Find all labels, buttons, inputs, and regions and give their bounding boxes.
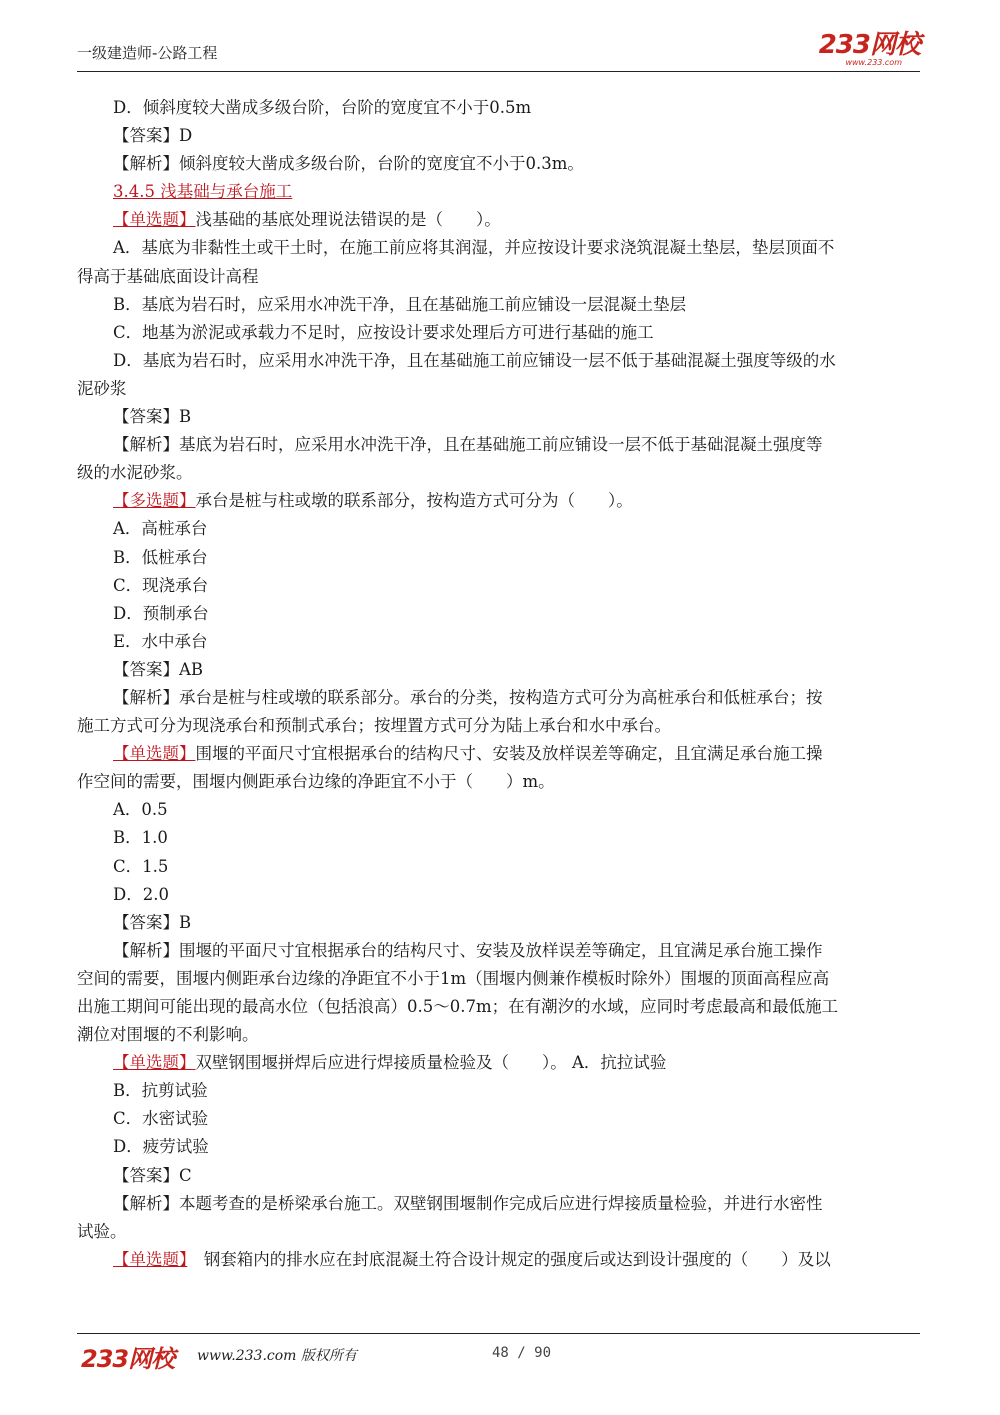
line-text: 级的水泥砂浆。	[77, 463, 193, 483]
line-text: 【解析】倾斜度较大凿成多级台阶，台阶的宽度宜不小于0.3m。	[113, 154, 584, 174]
line-text: C．1.5	[113, 856, 169, 876]
text-line	[77, 459, 927, 487]
line-text: 围堰的平面尺寸宜根据承台的结构尺寸、安装及放样误差等确定，且宜满足承台施工操	[195, 744, 823, 764]
text-line	[77, 909, 927, 937]
line-text: C．地基为淤泥或承载力不足时，应按设计要求处理后方可进行基础的施工	[113, 322, 654, 342]
text-line	[77, 403, 927, 431]
section-heading	[77, 178, 927, 206]
line-text: 【答案】D	[113, 126, 193, 146]
question-line	[77, 740, 927, 768]
text-line	[77, 600, 927, 628]
text-line	[77, 347, 927, 375]
text-line	[77, 796, 927, 824]
line-text: 【解析】本题考查的是桥梁承台施工。双壁钢围堰制作完成后应进行焊接质量检验，并进行水密性	[113, 1193, 823, 1213]
question-line	[77, 206, 927, 234]
footer-divider	[77, 1333, 920, 1334]
line-text: 【解析】基底为岩石时，应采用水冲洗干净，且在基础施工前应铺设一层不低于基础混凝土强度等	[113, 435, 823, 455]
brand-logo	[819, 32, 920, 67]
line-text: D．疲劳试验	[113, 1137, 209, 1157]
text-line	[77, 993, 927, 1021]
line-text: B．基底为岩石时，应采用水冲洗干净，且在基础施工前应铺设一层混凝土垫层	[113, 294, 687, 314]
text-line	[77, 1133, 927, 1161]
text-line	[77, 628, 927, 656]
text-line	[77, 824, 927, 852]
page-header	[77, 30, 920, 72]
line-text: B．1.0	[113, 828, 168, 848]
text-line	[77, 375, 927, 403]
line-text: B．抗剪试验	[113, 1081, 208, 1101]
header-divider	[77, 71, 920, 72]
line-text: 得高于基础底面设计高程	[77, 266, 259, 286]
line-text: B．低桩承台	[113, 547, 208, 567]
header-title: 一级建造师-公路工程	[77, 44, 218, 62]
footer-copyright: www.233.com 版权所有	[197, 1348, 357, 1364]
line-text: A．高桩承台	[113, 519, 208, 539]
text-line	[77, 1105, 927, 1133]
text-line	[77, 656, 927, 684]
question-type-tag: 【单选题】	[113, 1053, 196, 1073]
footer-logo: 233网校	[81, 1345, 175, 1373]
line-text: 施工方式可分为现浇承台和预制式承台；按埋置方式可分为陆上承台和水中承台。	[77, 716, 671, 736]
question-type-tag: 【单选题】	[113, 744, 196, 764]
line-text: 试验。	[77, 1221, 127, 1241]
text-line	[77, 1190, 927, 1218]
line-text: A．0.5	[113, 800, 168, 820]
line-text: 泥砂浆	[77, 378, 127, 398]
text-line	[77, 853, 927, 881]
line-text: 【答案】B	[113, 912, 192, 932]
text-line	[77, 122, 927, 150]
text-line	[77, 937, 927, 965]
text-line	[77, 150, 927, 178]
line-text: E．水中承台	[113, 631, 208, 651]
line-text: D．基底为岩石时，应采用水冲洗干净，且在基础施工前应铺设一层不低于基础混凝土强度等级的水	[113, 350, 836, 370]
section-title: 3.4.5 浅基础与承台施工	[113, 182, 293, 202]
text-line	[77, 712, 927, 740]
text-line	[77, 94, 927, 122]
line-text: 钢套箱内的排水应在封底混凝土符合设计规定的强度后或达到设计强度的（ ）及以	[187, 1249, 831, 1269]
line-text: 【答案】C	[113, 1165, 192, 1185]
line-text: 【答案】AB	[113, 659, 204, 679]
question-line	[77, 487, 927, 515]
text-line	[77, 431, 927, 459]
line-text: D．2.0	[113, 884, 169, 904]
question-type-tag: 【单选题】	[113, 1249, 188, 1269]
text-line	[77, 291, 927, 319]
line-text: 【解析】承台是桩与柱或墩的联系部分。承台的分类，按构造方式可分为高桩承台和低桩承台；按	[113, 687, 823, 707]
text-line	[77, 1021, 927, 1049]
brand-logo-url: www.233.com	[845, 58, 902, 67]
line-text: 潮位对围堰的不利影响。	[77, 1025, 259, 1045]
line-text: 承台是桩与柱或墩的联系部分，按构造方式可分为（ ）。	[195, 491, 633, 511]
text-line	[77, 684, 927, 712]
line-text: 空间的需要，围堰内侧距承台边缘的净距宜不小于1m（围堰内侧兼作模板时除外）围堰的顶面高程应高	[77, 968, 830, 988]
text-line	[77, 319, 927, 347]
line-text: 【答案】B	[113, 407, 192, 427]
question-line	[77, 1246, 927, 1274]
document-body	[77, 94, 927, 1274]
text-line	[77, 572, 927, 600]
line-text: 出施工期间可能出现的最高水位（包括浪高）0.5～0.7m；在有潮汐的水域，应同时考虑最高和最低施工	[77, 997, 839, 1016]
text-line	[77, 544, 927, 572]
line-text: 双壁钢围堰拼焊后应进行焊接质量检验及（ ）。 A．抗拉试验	[195, 1053, 667, 1073]
text-line	[77, 263, 927, 291]
brand-logo-text: 233网校	[818, 30, 920, 60]
line-text: C．水密试验	[113, 1109, 209, 1129]
text-line	[77, 965, 927, 993]
text-line	[77, 515, 927, 543]
text-line	[77, 1077, 927, 1105]
line-text: 【解析】围堰的平面尺寸宜根据承台的结构尺寸、安装及放样误差等确定，且宜满足承台施工操作	[113, 940, 823, 960]
text-line	[77, 881, 927, 909]
text-line	[77, 1218, 927, 1246]
question-line	[77, 1049, 927, 1077]
line-text: D．预制承台	[113, 603, 209, 623]
text-line	[77, 768, 927, 796]
page-footer	[77, 1333, 920, 1373]
question-type-tag: 【多选题】	[113, 491, 196, 511]
text-line	[77, 234, 927, 262]
page-number: 48 / 90	[492, 1345, 552, 1361]
line-text: C．现浇承台	[113, 575, 209, 595]
question-type-tag: 【单选题】	[113, 210, 196, 230]
line-text: D．倾斜度较大凿成多级台阶，台阶的宽度宜不小于0.5m	[113, 98, 532, 117]
line-text: 作空间的需要，围堰内侧距承台边缘的净距宜不小于（ ）m。	[77, 772, 555, 792]
line-text: 浅基础的基底处理说法错误的是（ ）。	[195, 210, 501, 230]
text-line	[77, 1162, 927, 1190]
line-text: A．基底为非黏性土或干土时，在施工前应将其润湿，并应按设计要求浇筑混凝土垫层，垫层顶面不	[113, 238, 835, 258]
